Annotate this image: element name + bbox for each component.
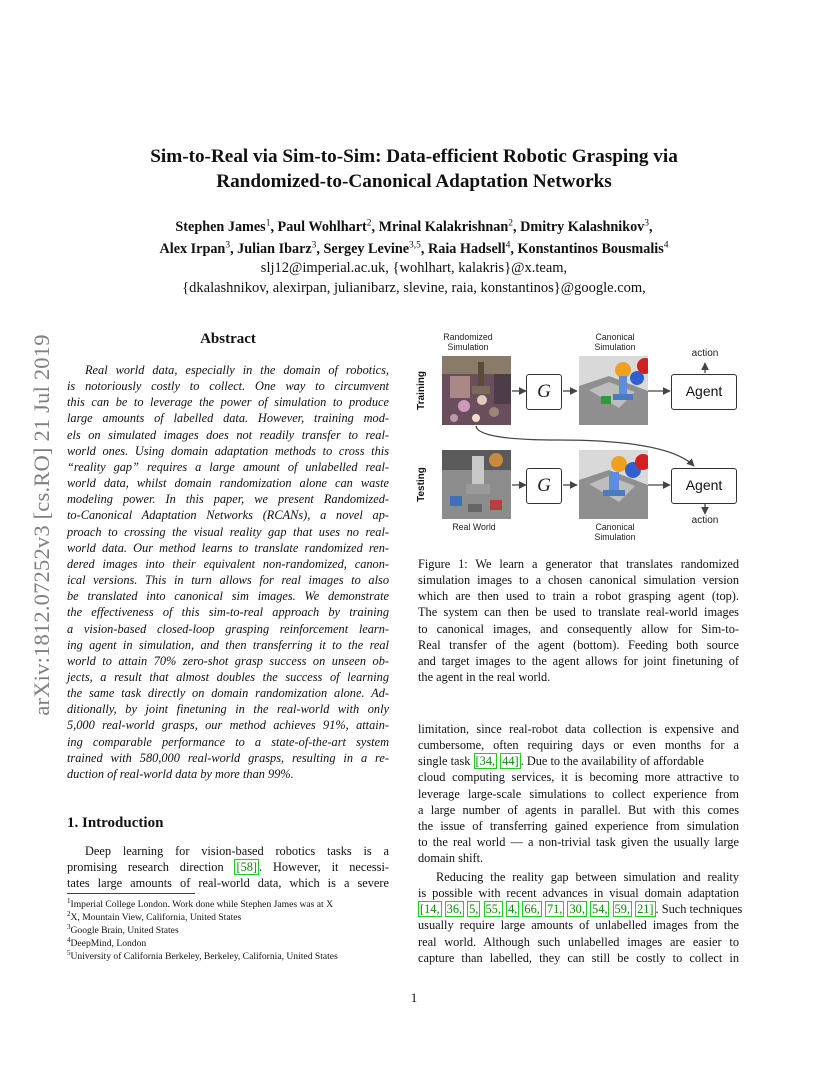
agent-box-bottom: Agent xyxy=(671,468,737,504)
label-randomized-simulation: Randomized Simulation xyxy=(443,332,493,352)
text-line: proach to crossing the visual reality gap that uses no real- xyxy=(67,524,389,539)
randomized-simulation-image xyxy=(442,356,511,425)
section-heading-introduction: 1. Introduction xyxy=(67,815,164,831)
author-name: Julian Ibarz xyxy=(237,241,312,257)
text-line: domain shift. xyxy=(418,851,484,866)
text-line: cloud computing services, it is becoming more attractive to xyxy=(418,770,739,785)
citation-link[interactable]: 5, xyxy=(469,902,479,917)
author-name: Mrinal Kalakrishnan xyxy=(378,219,509,235)
text-line: ing comparable performance to a state-of-the-art system xyxy=(67,734,389,749)
text-line: be translated into canonical sim images. We demonstrate xyxy=(67,589,389,604)
text-line: capture than labelled, they can still be costly to collect in xyxy=(418,950,739,965)
citation-link[interactable]: 30, xyxy=(569,902,585,917)
text-line: ditionally, by joint finetuning in the real-world with only xyxy=(67,702,389,717)
text-line: modeling power. In this paper, we present Randomized- xyxy=(67,492,389,507)
citation-link[interactable]: 54, xyxy=(592,902,608,917)
text-line: limitation, since real-robot data collection is expensive and xyxy=(418,722,739,736)
text-line: world to attain 70% zero-shot grasp success on unseen ob- xyxy=(67,653,389,668)
text-line: to-Canonical Adaptation Networks (RCANs), a novel ap- xyxy=(67,508,389,523)
text-line: duction of real-world data by more than 99%. xyxy=(67,766,294,781)
figure-1 xyxy=(415,330,742,548)
text-line xyxy=(67,859,389,875)
label-action-bottom: action xyxy=(691,515,719,526)
text-line: ing agent in simulation, and then transferring it to the real xyxy=(67,637,389,652)
label-real-world: Real World xyxy=(452,522,496,532)
footnote-divider xyxy=(67,893,195,894)
intro-paragraph xyxy=(67,843,389,891)
text-line: real world. Although such unlabelled images are easier to xyxy=(418,934,739,949)
text-line: Reducing the reality gap between simulation and reality xyxy=(436,870,739,884)
citation-link[interactable]: 66, xyxy=(524,902,540,917)
author-name: Konstantinos Bousmalis xyxy=(517,241,664,257)
text-span: . However, it necessi- xyxy=(259,860,389,875)
author-affiliation: 1 xyxy=(265,218,271,229)
text-line: world ones. Using domain adaptation methods to cross this xyxy=(67,443,389,458)
text-line: the same task directly on domain randomization alone. Ad- xyxy=(67,686,389,701)
text-line: The system can then be used to translate real-world images xyxy=(418,605,739,620)
author-affiliation: 2 xyxy=(366,218,372,229)
abstract-heading: Abstract xyxy=(200,331,256,347)
author-emails xyxy=(70,258,758,298)
text-line: trained with 580,000 real-world grasps, resulting in a re- xyxy=(67,750,389,765)
citation-link[interactable]: 21] xyxy=(637,902,654,917)
citation-link[interactable]: [14, xyxy=(420,902,440,917)
label-action-top: action xyxy=(691,348,719,359)
real-world-image xyxy=(442,450,511,519)
text-line: to canonical images, and consequently allow for Sim-to- xyxy=(418,621,739,636)
text-line: “reality gap” requires a large amount of unlabelled real- xyxy=(67,459,389,474)
label-canonical-simulation-bottom: Canonical Simulation xyxy=(594,522,636,542)
figure-1-caption xyxy=(418,556,739,685)
text-line: a large number of agents in parallel. But with this comes xyxy=(418,802,739,817)
label-canonical-simulation-top: Canonical Simulation xyxy=(594,332,636,352)
author-affiliation: 3 xyxy=(644,218,650,229)
text-line: ical versions. This in turn allows for real images to also xyxy=(67,573,389,588)
author-affiliation: 2 xyxy=(508,218,514,229)
citation-link[interactable]: 44] xyxy=(502,754,519,769)
generator-box-top: G xyxy=(526,374,562,410)
text-line: Real transfer of the agent (bottom). Feeding both source xyxy=(418,637,739,652)
text-line: Real world data, especially in the domain of robotics, xyxy=(85,363,389,377)
text-line: Deep learning for vision-based robotics tasks is a xyxy=(85,844,389,858)
text-line: the agent in the real world. xyxy=(418,670,551,685)
text-line: tates large amounts of real-world data, which is a severe xyxy=(67,876,389,891)
text-line: a vision-based closed-loop grasping reinforcement learn- xyxy=(67,621,389,636)
footnote: $^3$Google Brain, United States xyxy=(67,922,179,936)
text-span: . Due to the availability of affordable xyxy=(520,754,704,769)
text-line: is notoriously costly to collect. One way to circumvent xyxy=(67,379,389,394)
canonical-simulation-image-bottom xyxy=(579,450,648,519)
text-line: Figure 1: We learn a generator that translates randomized xyxy=(418,557,739,571)
title-line-2: Randomized-to-Canonical Adaptation Networks xyxy=(216,171,612,192)
citation-link[interactable]: 55, xyxy=(485,902,501,917)
footnotes xyxy=(67,898,397,963)
text-line: simulation images to a chosen canonical simulation version xyxy=(418,573,739,588)
text-line xyxy=(418,901,743,917)
author-affiliation: 3 xyxy=(311,240,317,251)
author-affiliation: 4 xyxy=(505,240,511,251)
right-column-paragraph-1 xyxy=(418,721,739,866)
abstract-body xyxy=(67,362,389,782)
text-span: promising research direction xyxy=(67,860,235,875)
text-line: usually require large amounts of unlabelled images from the xyxy=(418,918,739,933)
author-name: Raia Hadsell xyxy=(427,241,506,257)
email-line-2: {dkalashnikov, alexirpan, julianibarz, slevine, raia, konstantinos}@google.com, xyxy=(182,280,646,296)
agent-box-top: Agent xyxy=(671,374,737,410)
author-affiliation: 3 xyxy=(225,240,231,251)
author-name: Alex Irpan xyxy=(159,241,226,257)
text-line: and target images to the agent allows for joint finetuning of xyxy=(418,653,739,668)
text-line: is possible with recent advances in visual domain adaptation xyxy=(418,886,739,901)
author-affiliation: 3,5 xyxy=(409,240,421,251)
text-line xyxy=(418,753,739,769)
author-name: Sergey Levine xyxy=(323,241,410,257)
text-line: 5,000 real-world grasps, our method achieves 91%, attain- xyxy=(67,718,389,733)
author-name: Stephen James xyxy=(175,219,266,235)
citation-link[interactable]: 71, xyxy=(546,902,563,917)
text-line: leverage large-scale simulations to collect experience from xyxy=(418,786,739,801)
footnote: $^5$University of California Berkeley, Berkeley, California, United States xyxy=(67,948,338,962)
text-line: the issue of transferring gained experience from simulation xyxy=(418,818,739,833)
text-span: . Such techniques xyxy=(655,902,743,917)
author-name: Paul Wohlhart xyxy=(277,219,367,235)
text-line: els on simulated images does not readily transfer to real- xyxy=(67,427,389,442)
page-number: 1 xyxy=(410,990,418,1005)
author-name: Dmitry Kalashnikov xyxy=(520,219,645,235)
citation-link[interactable]: 36, xyxy=(446,902,463,917)
label-testing: Testing xyxy=(415,467,427,502)
author-list xyxy=(70,216,758,260)
author-line-2: Alex Irpan$^3$, Julian Ibarz$^3$, Sergey Levine$^{3,5}$, Raia Hadsell$^4$, Konstantinos Bousmalis$^4$ xyxy=(159,240,669,257)
text-line: dered images into their equivalent non-randomized, canon- xyxy=(67,556,389,571)
text-line: cumbersome, often requiring days or even months for a xyxy=(418,738,739,753)
generator-box-bottom: G xyxy=(526,468,562,504)
email-line-1: slj12@imperial.ac.uk, {wohlhart, kalakris}@x.team, xyxy=(260,260,568,276)
text-line: jects, a result that almost doubles the success of learning xyxy=(67,669,389,684)
author-affiliation: 4 xyxy=(663,240,669,251)
paper-title xyxy=(90,144,738,194)
footnote: $^1$Imperial College London. Work done while Stephen James was at X xyxy=(67,896,334,910)
author-line-1: Stephen James$^1$, Paul Wohlhart$^2$, Mrinal Kalakrishnan$^2$, Dmitry Kalashnikov$^3$, xyxy=(175,218,653,235)
text-line: world data. Our method learns to translate randomized ren- xyxy=(67,540,389,555)
label-training: Training xyxy=(415,371,427,410)
canonical-simulation-image-top xyxy=(579,356,648,425)
citation-link[interactable]: 4, xyxy=(508,902,518,917)
footnote: $^4$DeepMind, London xyxy=(67,935,147,949)
right-column-paragraph-2 xyxy=(418,869,743,966)
text-line: this can be to leverage the power of simulation to produce xyxy=(67,395,389,410)
citation-link[interactable]: [34, xyxy=(475,754,496,769)
citation-link[interactable]: [58] xyxy=(236,860,258,875)
citation-link[interactable]: 59, xyxy=(614,902,630,917)
footnote: $^2$X, Mountain View, California, United States xyxy=(67,909,242,923)
text-line: which are then used to train a robot grasping agent (top). xyxy=(418,589,739,604)
text-line: world data, whilst domain randomization alone can waste xyxy=(67,476,389,491)
text-line: to the real world — a non-trivial task given the usually large xyxy=(418,835,739,850)
text-line: large amounts of labelled data. However, training mod- xyxy=(67,411,389,426)
arxiv-stamp-text: arXiv:1812.07252v3 [cs.RO] 21 Jul 2019 xyxy=(29,334,54,716)
text-span: single task xyxy=(418,754,474,769)
text-line: the effectiveness of this sim-to-real approach by training xyxy=(67,605,389,620)
title-line-1: Sim-to-Real via Sim-to-Sim: Data-efficient Robotic Grasping via xyxy=(150,146,678,167)
